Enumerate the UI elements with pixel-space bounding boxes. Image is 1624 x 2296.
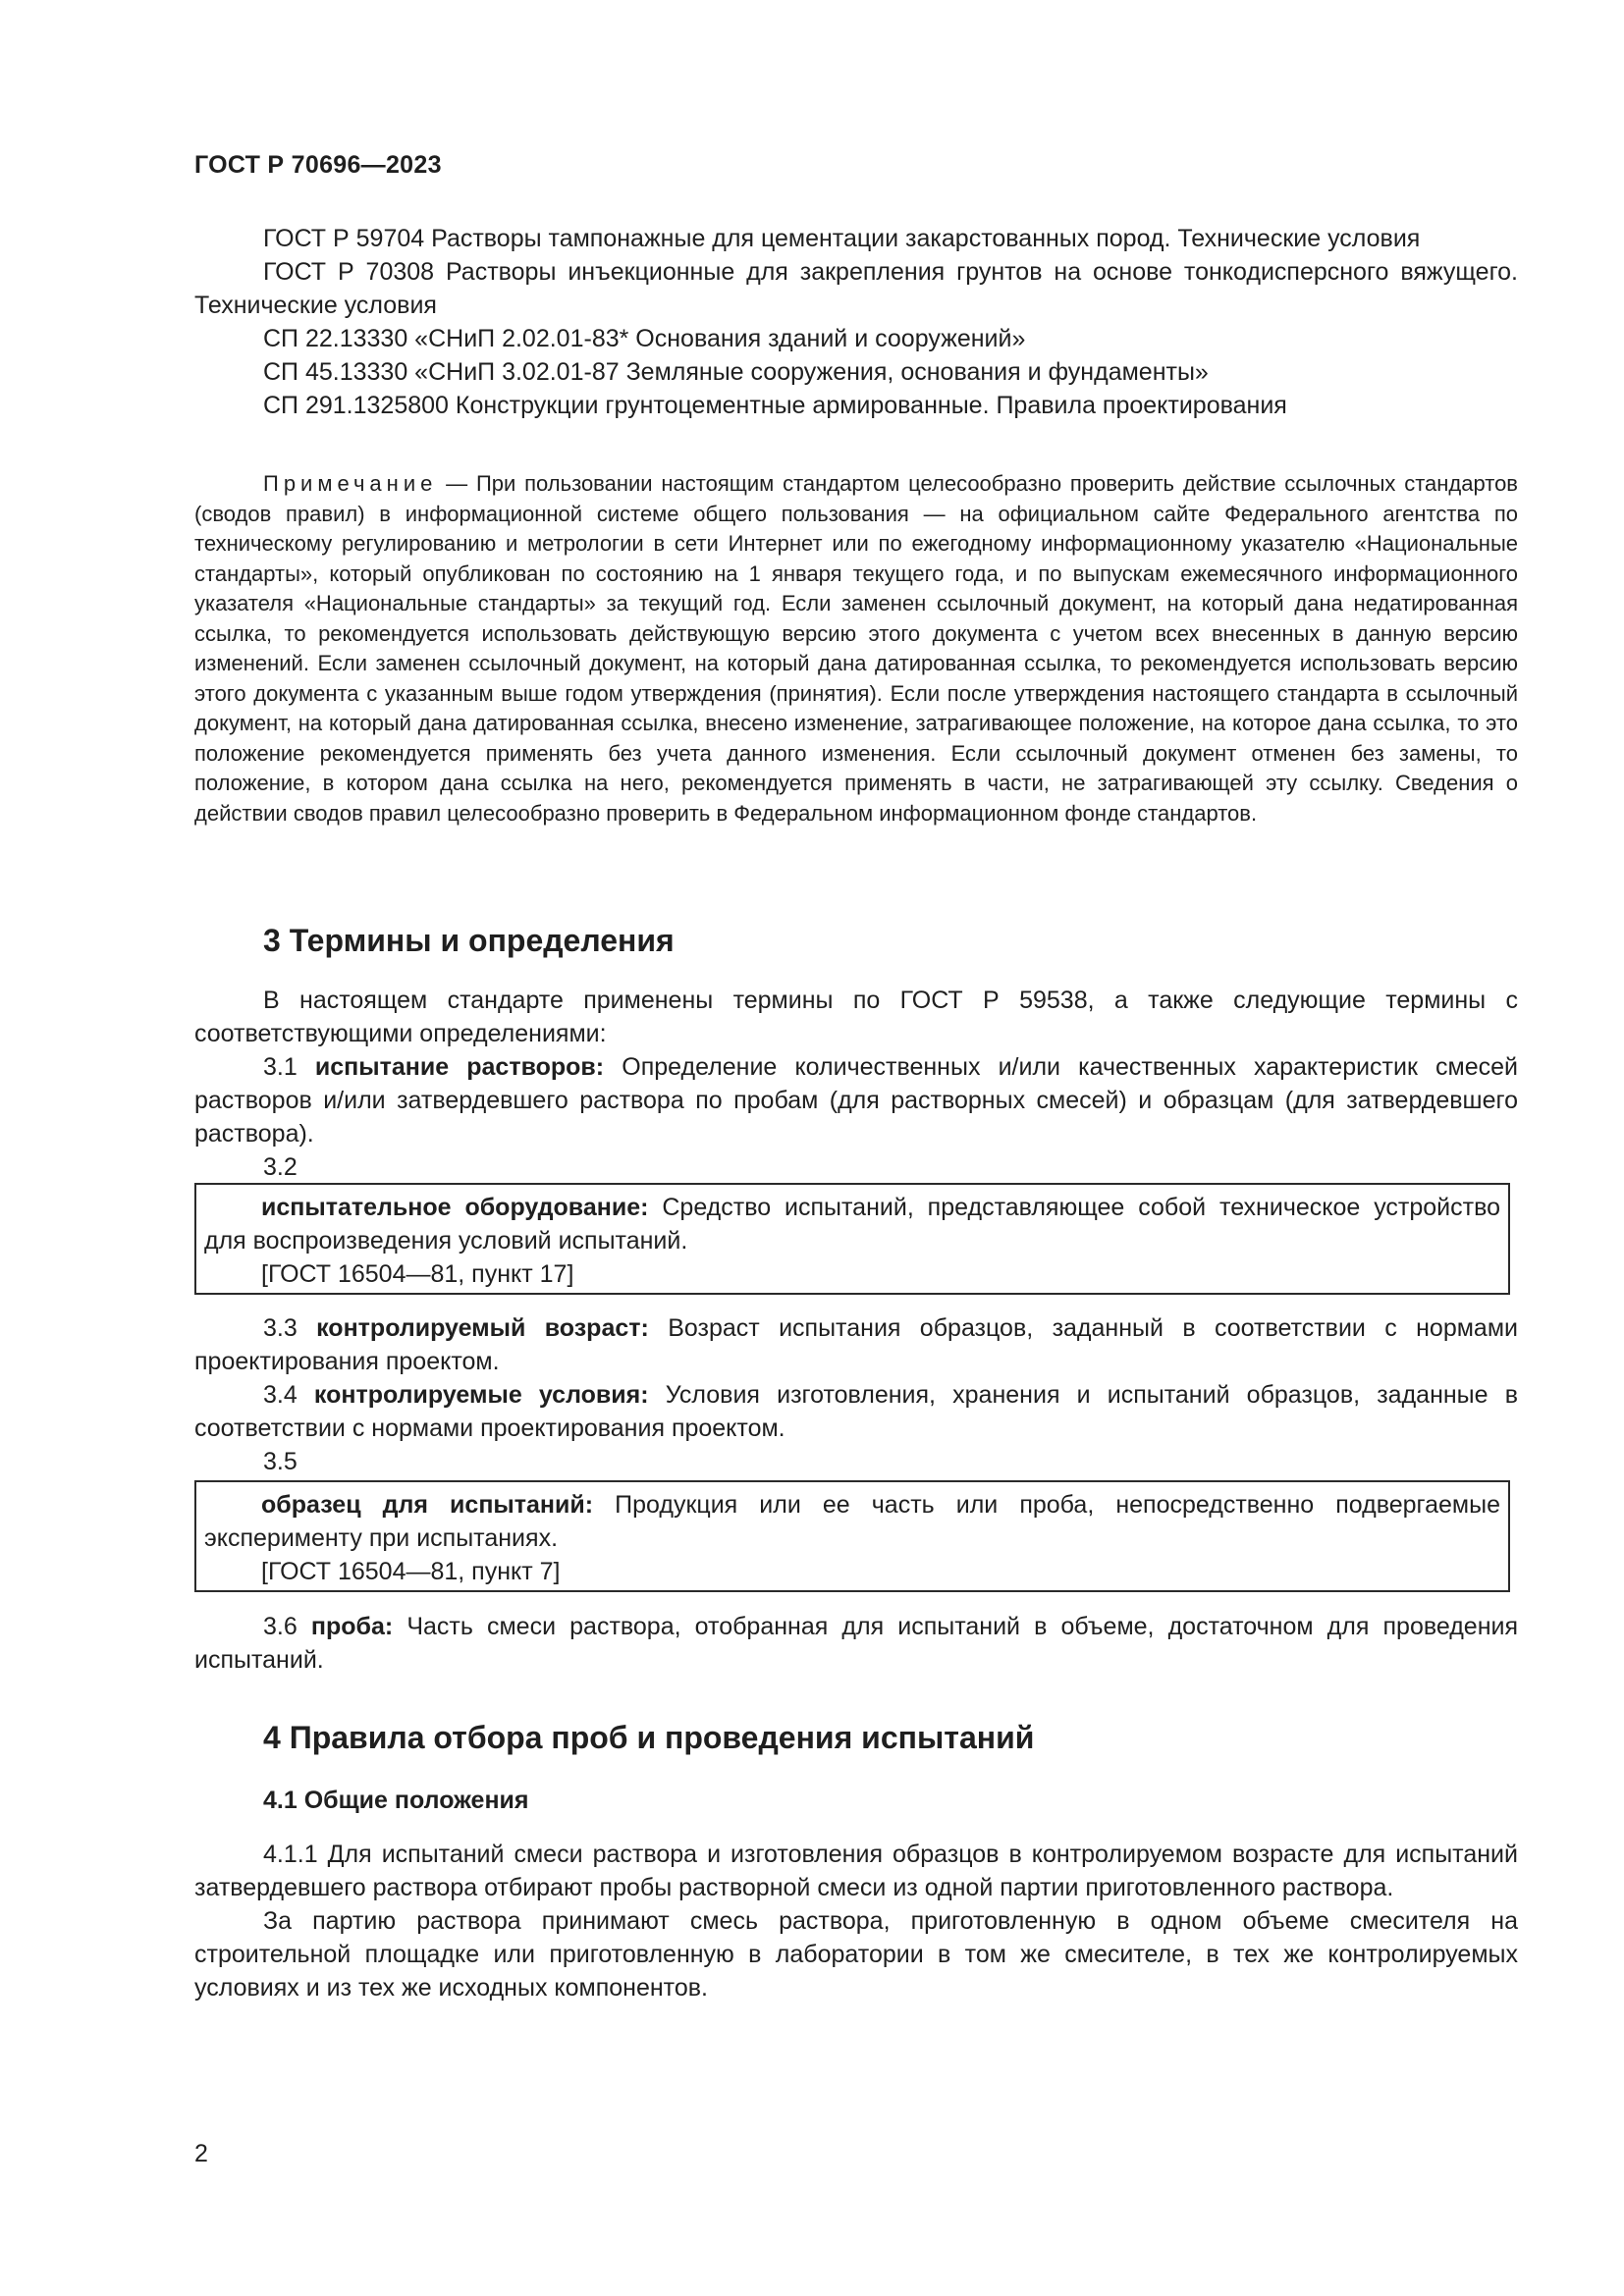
term-3-5 — [204, 1488, 1500, 1555]
section-4-heading-wrap — [194, 1720, 1518, 1756]
term-3-2 — [204, 1191, 1500, 1257]
term-3-2-box — [194, 1183, 1510, 1295]
subsection-4-1-heading: 4.1 Общие положения — [263, 1787, 529, 1814]
reference-item: ГОСТ Р 59704 Растворы тампонажные для цементации закарстованных пород. Технические условия — [263, 225, 1421, 252]
term-3-1 — [194, 1050, 1518, 1150]
term-3-6 — [194, 1610, 1518, 1677]
paragraph-batch: За партию раствора принимают смесь раствора, приготовленную в одном объеме смесителя на строительной площадке или приготовленную в лаборатории в том же смесителе, в тех же контролируемых условиях и из тех же исходных компонентов. — [194, 1907, 1518, 2002]
reference-item: ГОСТ Р 70308 Растворы инъекционные для закрепления грунтов на основе тонкодисперсного вяжущего. Технические условия — [194, 258, 1518, 319]
subsection-4-1-wrap — [194, 1787, 1518, 1815]
term-name: испытательное оборудование: — [261, 1194, 649, 1221]
reference-item: СП 22.13330 «СНиП 2.02.01-83* Основания зданий и сооружений» — [263, 325, 1026, 352]
term-name: контролируемые условия: — [313, 1381, 649, 1409]
term-definition: Возраст испытания образцов, заданный в соответствии с нормами проектирования проектом. — [194, 1314, 1518, 1375]
term-number: 3.3 — [263, 1314, 317, 1342]
terms-3-3-3-5 — [194, 1311, 1518, 1478]
term-source: [ГОСТ 16504—81, пункт 17] — [261, 1260, 574, 1288]
note-text: — При пользовании настоящим стандартом целесообразно проверить действие ссылочных стандартов (сводов правил) в информационной системе общего пользования — на официальном сайте Федерального агентства по техническому регулированию и метрологии в сети Интернет или по ежегодному информационному указателю «Национальные стандарты», который опубликован по состоянию на 1 января текущего года, и по выпускам ежемесячного информационного указателя «Национальные стандарты» за текущий год. Если заменен ссылочный документ, на который дана недатированная ссылка, то рекомендуется использовать действующую версию этого документа с учетом всех внесенных в данную версию изменений. Если заменен ссылочный документ, на который дана датированная ссылка, то рекомендуется использовать версию этого документа с указанным выше годом утверждения (принятия). Если после утверждения настоящего стандарта в ссылочный документ, на который дана датированная ссылка, внесено изменение, затрагивающее положение, на которое дана ссылка, то это положение рекомендуется применять без учета данного изменения. Если ссылочный документ отменен без замены, то положение, в котором дана ссылка на него, рекомендуется применять в части, не затрагивающей эту ссылку. Сведения о действии сводов правил целесообразно проверить в Федеральном информационном фонде стандартов. — [194, 471, 1518, 826]
term-definition: Условия изготовления, хранения и испытаний образцов, заданные в соответствии с нормами проектирования проектом. — [194, 1381, 1518, 1442]
term-3-4 — [194, 1378, 1518, 1445]
term-3-3 — [194, 1311, 1518, 1378]
note-label: Примечание — [263, 471, 438, 496]
term-number: 3.4 — [263, 1381, 314, 1409]
term-3-5-number: 3.5 — [263, 1448, 298, 1475]
section-3-heading: 3 Термины и определения — [263, 923, 675, 958]
term-name: образец для испытаний: — [261, 1491, 594, 1519]
note-block — [194, 469, 1518, 828]
term-name: контролируемый возраст: — [316, 1314, 649, 1342]
term-3-6-wrap — [194, 1610, 1518, 1677]
section-3-intro: В настоящем стандарте применены термины по ГОСТ Р 59538, а также следующие термины с соответствующими определениями: — [194, 987, 1518, 1047]
term-definition: Определение количественных и/или качественных характеристик смесей растворов и/или затвердевшего раствора по пробам (для растворных смесей) и образцам (для затвердевшего раствора). — [194, 1053, 1518, 1148]
section-4-body — [194, 1838, 1518, 2004]
term-name: проба: — [310, 1613, 394, 1640]
term-3-2-number: 3.2 — [263, 1153, 298, 1181]
term-definition: Средство испытаний, представляющее собой техническое устройство для воспроизведения условий испытаний. — [204, 1194, 1500, 1255]
term-source: [ГОСТ 16504—81, пункт 7] — [261, 1558, 561, 1585]
term-definition: Продукция или ее часть или проба, непосредственно подвергаемые эксперименту при испытаниях. — [204, 1491, 1500, 1552]
references-list — [194, 222, 1518, 422]
term-name: испытание растворов: — [314, 1053, 605, 1081]
document-header: ГОСТ Р 70696—2023 — [194, 151, 442, 179]
page-number: 2 — [194, 2140, 208, 2167]
paragraph-4-1-1: 4.1.1 Для испытаний смеси раствора и изготовления образцов в контролируемом возрасте для испытаний затвердевшего раствора отбирают пробы растворной смеси из одной партии приготовленного раствора. — [194, 1841, 1518, 1901]
section-4-heading: 4 Правила отбора проб и проведения испытаний — [263, 1720, 1035, 1755]
term-3-5-box — [194, 1480, 1510, 1592]
reference-item: СП 45.13330 «СНиП 3.02.01-87 Земляные сооружения, основания и фундаменты» — [263, 358, 1209, 386]
term-definition: Часть смеси раствора, отобранная для испытаний в объеме, достаточном для проведения испытаний. — [194, 1613, 1518, 1674]
section-3-heading-wrap — [194, 923, 1518, 959]
reference-item: СП 291.1325800 Конструкции грунтоцементные армированные. Правила проектирования — [263, 392, 1287, 419]
section-3-body — [194, 984, 1518, 1184]
note-paragraph — [194, 469, 1518, 828]
term-number: 3.1 — [263, 1053, 315, 1081]
term-number: 3.6 — [263, 1613, 311, 1640]
